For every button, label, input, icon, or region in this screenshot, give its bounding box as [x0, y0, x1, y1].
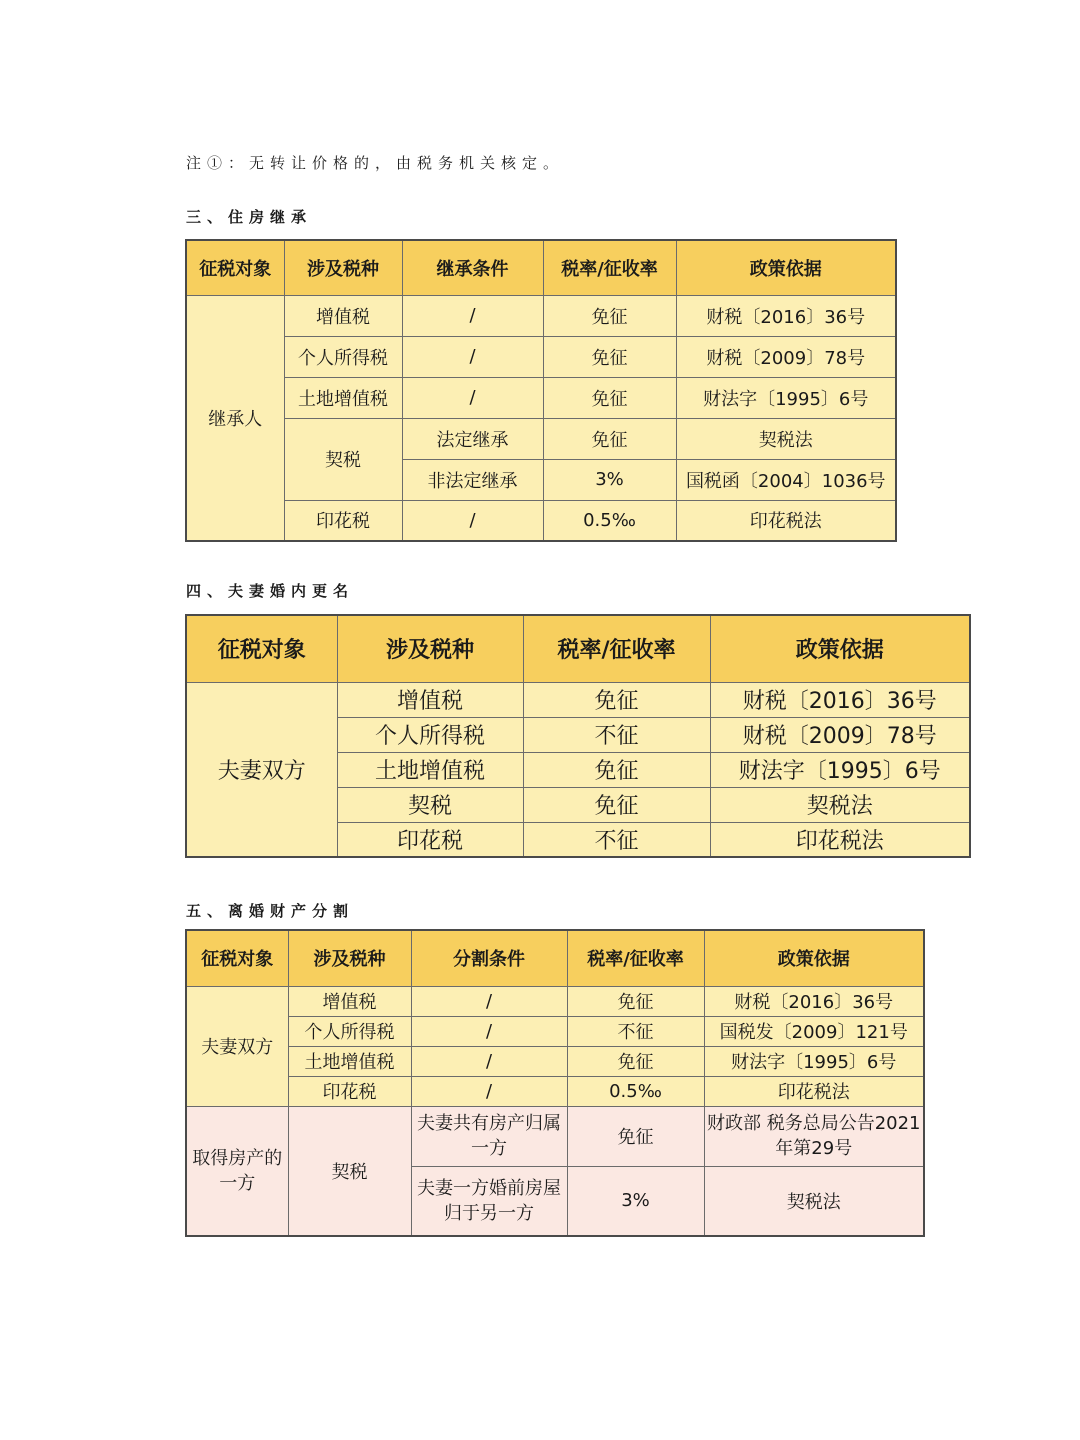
table-row — [186, 500, 896, 541]
basis-cell: 契税法 — [676, 418, 896, 459]
tax-cell: 个人所得税 — [288, 1016, 411, 1046]
rate-cell: 不征 — [567, 1016, 704, 1046]
header-cell: 分割条件 — [411, 930, 567, 986]
condition-cell: / — [402, 336, 543, 377]
inheritance-table — [185, 239, 897, 542]
rate-cell: 免征 — [523, 787, 710, 822]
section5-heading: 五、离婚财产分割 — [186, 902, 355, 920]
basis-cell: 契税法 — [704, 1166, 924, 1236]
tax-cell: 契税 — [288, 1106, 411, 1236]
subject-cell: 继承人 — [186, 295, 284, 541]
rate-cell: 免征 — [567, 1106, 704, 1166]
header-cell: 税率/征收率 — [567, 930, 704, 986]
header-cell: 政策依据 — [704, 930, 924, 986]
basis-cell: 国税函〔2004〕1036号 — [676, 459, 896, 500]
rate-cell: 免征 — [543, 295, 676, 336]
header-cell: 税率/征收率 — [523, 615, 710, 682]
section3-heading: 三、住房继承 — [186, 208, 313, 226]
tax-cell: 土地增值税 — [288, 1046, 411, 1076]
rate-cell: 3% — [543, 459, 676, 500]
table-row — [186, 986, 924, 1016]
basis-cell: 印花税法 — [710, 822, 970, 857]
basis-cell: 财法字〔1995〕6号 — [710, 752, 970, 787]
table-row — [186, 336, 896, 377]
tax-cell: 土地增值税 — [284, 377, 402, 418]
table-row — [186, 1106, 924, 1166]
tax-cell: 印花税 — [337, 822, 523, 857]
rate-cell: 免征 — [567, 1046, 704, 1076]
tax-cell: 增值税 — [288, 986, 411, 1016]
rate-cell: 0.5‰ — [567, 1076, 704, 1106]
rate-cell: 免征 — [567, 986, 704, 1016]
rate-cell: 免征 — [543, 336, 676, 377]
tax-cell: 印花税 — [284, 500, 402, 541]
condition-cell: 非法定继承 — [402, 459, 543, 500]
header-cell: 征税对象 — [186, 615, 337, 682]
table-row — [186, 682, 970, 717]
condition-cell: / — [402, 377, 543, 418]
tax-cell: 增值税 — [337, 682, 523, 717]
rate-cell: 免征 — [543, 377, 676, 418]
divorce-division-table — [185, 929, 925, 1237]
marital-rename-table — [185, 614, 971, 858]
subject-cell: 夫妻双方 — [186, 682, 337, 857]
header-cell: 涉及税种 — [284, 240, 402, 295]
header-cell: 继承条件 — [402, 240, 543, 295]
condition-cell: 夫妻共有房产归属一方 — [411, 1106, 567, 1166]
basis-cell: 财税〔2009〕78号 — [676, 336, 896, 377]
basis-cell: 财法字〔1995〕6号 — [676, 377, 896, 418]
basis-cell: 契税法 — [710, 787, 970, 822]
tax-cell: 土地增值税 — [337, 752, 523, 787]
tax-cell: 契税 — [337, 787, 523, 822]
basis-cell: 财税〔2009〕78号 — [710, 717, 970, 752]
table-row — [186, 1016, 924, 1046]
condition-cell: / — [411, 986, 567, 1016]
condition-cell: / — [402, 500, 543, 541]
note-text: 注①：无转让价格的，由税务机关核定。 — [186, 154, 565, 172]
basis-cell: 财税〔2016〕36号 — [704, 986, 924, 1016]
header-cell: 征税对象 — [186, 240, 284, 295]
basis-cell: 印花税法 — [676, 500, 896, 541]
rate-cell: 0.5‰ — [543, 500, 676, 541]
header-cell: 政策依据 — [676, 240, 896, 295]
basis-cell: 财税〔2016〕36号 — [676, 295, 896, 336]
subject-cell: 夫妻双方 — [186, 986, 288, 1106]
condition-cell: / — [411, 1046, 567, 1076]
rate-cell: 免征 — [543, 418, 676, 459]
basis-cell: 国税发〔2009〕121号 — [704, 1016, 924, 1046]
basis-cell: 财法字〔1995〕6号 — [704, 1046, 924, 1076]
tax-cell: 个人所得税 — [284, 336, 402, 377]
header-cell: 涉及税种 — [337, 615, 523, 682]
basis-cell: 财政部 税务总局公告2021年第29号 — [704, 1106, 924, 1166]
tax-cell: 增值税 — [284, 295, 402, 336]
tax-cell: 契税 — [284, 418, 402, 500]
subject-cell: 取得房产的一方 — [186, 1106, 288, 1236]
header-cell: 政策依据 — [710, 615, 970, 682]
rate-cell: 免征 — [523, 682, 710, 717]
rate-cell: 不征 — [523, 822, 710, 857]
basis-cell: 财税〔2016〕36号 — [710, 682, 970, 717]
section4-heading: 四、夫妻婚内更名 — [186, 582, 355, 600]
rate-cell: 不征 — [523, 717, 710, 752]
rate-cell: 免征 — [523, 752, 710, 787]
condition-cell: 法定继承 — [402, 418, 543, 459]
basis-cell: 印花税法 — [704, 1076, 924, 1106]
table-row — [186, 1076, 924, 1106]
table-row — [186, 377, 896, 418]
table-row — [186, 295, 896, 336]
tax-cell: 印花税 — [288, 1076, 411, 1106]
condition-cell: / — [411, 1016, 567, 1046]
header-cell: 税率/征收率 — [543, 240, 676, 295]
condition-cell: / — [411, 1076, 567, 1106]
table-row — [186, 1046, 924, 1076]
condition-cell: / — [402, 295, 543, 336]
header-cell: 征税对象 — [186, 930, 288, 986]
tax-cell: 个人所得税 — [337, 717, 523, 752]
header-cell: 涉及税种 — [288, 930, 411, 986]
condition-cell: 夫妻一方婚前房屋归于另一方 — [411, 1166, 567, 1236]
table-row — [186, 418, 896, 459]
rate-cell: 3% — [567, 1166, 704, 1236]
